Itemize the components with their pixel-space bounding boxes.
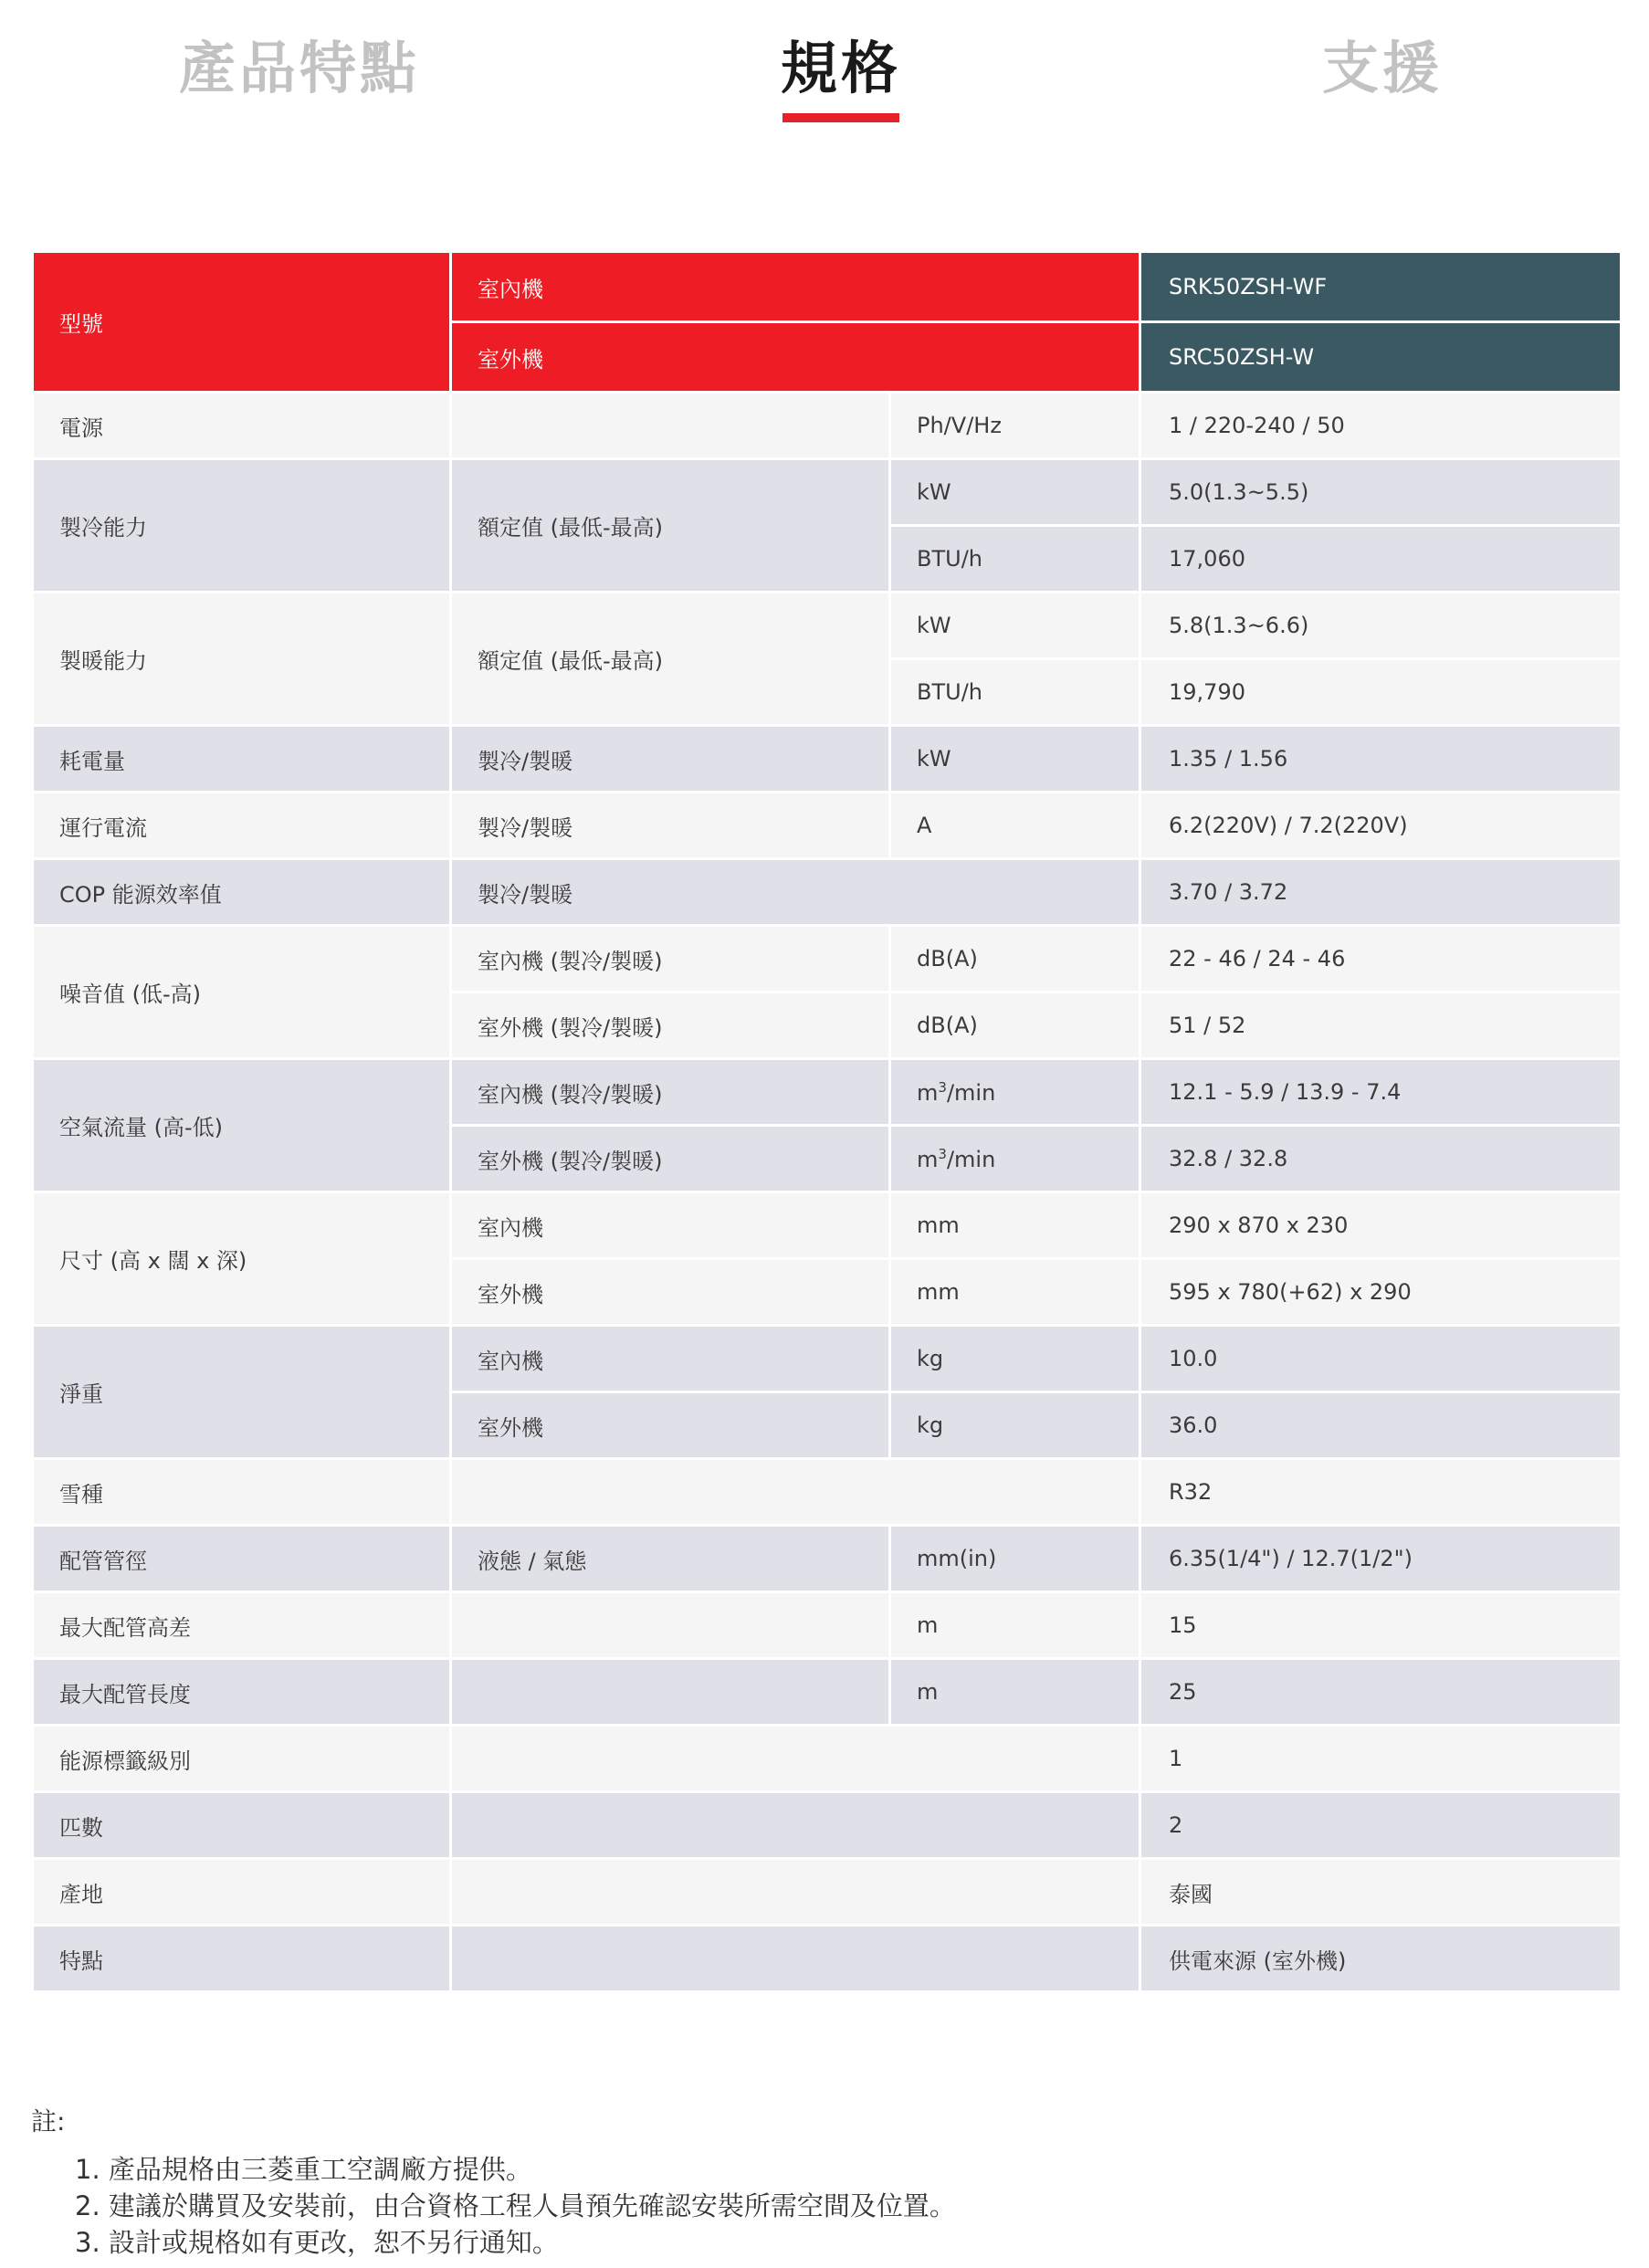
row-unit: kW <box>890 726 1140 793</box>
row-unit: dB(A) <box>890 926 1140 992</box>
row-sub: 室外機 (製冷/製暖) <box>451 992 890 1059</box>
table-row <box>33 1526 1622 1592</box>
indoor-model-number: SRK50ZSH-WF <box>1140 252 1622 322</box>
indoor-unit-header: 室內機 <box>451 252 1140 322</box>
notes-title: 註: <box>31 2106 66 2137</box>
note-item: 3. 設計或規格如有更改，恕不另行通知。 <box>75 2227 559 2258</box>
row-sub: 製冷/製暖 <box>451 793 890 859</box>
table-row <box>33 459 1622 526</box>
table-row <box>33 859 1622 926</box>
row-label: 淨重 <box>33 1326 451 1459</box>
row-sub <box>451 1592 890 1659</box>
table-row <box>33 1326 1622 1392</box>
row-value: 5.0(1.3~5.5) <box>1140 459 1622 526</box>
tab-specifications[interactable]: 規格 <box>781 35 902 101</box>
tab-support[interactable]: 支援 <box>1322 35 1444 101</box>
row-value: 36.0 <box>1140 1392 1622 1459</box>
row-value: 2 <box>1140 1792 1622 1859</box>
table-row <box>33 1659 1622 1726</box>
row-unit: kg <box>890 1392 1140 1459</box>
row-sub: 額定值 (最低-最高) <box>451 459 890 593</box>
row-label: 最大配管長度 <box>33 1659 451 1726</box>
row-value: 5.8(1.3~6.6) <box>1140 593 1622 659</box>
row-value: 22 - 46 / 24 - 46 <box>1140 926 1622 992</box>
row-value: 25 <box>1140 1659 1622 1726</box>
row-label: 製暖能力 <box>33 593 451 726</box>
row-sub: 室外機 (製冷/製暖) <box>451 1126 890 1192</box>
table-row <box>33 926 1622 992</box>
row-sub: 液態 / 氣態 <box>451 1526 890 1592</box>
row-unit: kW <box>890 459 1140 526</box>
row-value: 32.8 / 32.8 <box>1140 1126 1622 1192</box>
row-unit: mm <box>890 1192 1140 1259</box>
row-value: 290 x 870 x 230 <box>1140 1192 1622 1259</box>
row-label: 耗電量 <box>33 726 451 793</box>
row-value: 3.70 / 3.72 <box>1140 859 1622 926</box>
row-unit: m <box>890 1659 1140 1726</box>
row-sub <box>451 1659 890 1726</box>
table-row <box>33 1192 1622 1259</box>
row-label: 產地 <box>33 1859 451 1926</box>
row-sub: 室內機 (製冷/製暖) <box>451 1059 890 1126</box>
table-row <box>33 1459 1622 1526</box>
row-unit: dB(A) <box>890 992 1140 1059</box>
row-value: 1 / 220-240 / 50 <box>1140 393 1622 459</box>
row-label: 運行電流 <box>33 793 451 859</box>
row-value: 595 x 780(+62) x 290 <box>1140 1259 1622 1326</box>
row-label: 配管管徑 <box>33 1526 451 1592</box>
model-header: 型號 <box>33 252 451 393</box>
row-unit: m <box>890 1592 1140 1659</box>
row-unit: mm(in) <box>890 1526 1140 1592</box>
row-sub <box>451 1726 1140 1792</box>
notes-list <box>75 2151 956 2261</box>
row-value: 12.1 - 5.9 / 13.9 - 7.4 <box>1140 1059 1622 1126</box>
row-label: 電源 <box>33 393 451 459</box>
active-tab-indicator <box>782 113 899 122</box>
row-sub: 額定值 (最低-最高) <box>451 593 890 726</box>
row-value: R32 <box>1140 1459 1622 1526</box>
table-row <box>33 393 1622 459</box>
row-label: 尺寸 (高 x 闊 x 深) <box>33 1192 451 1326</box>
row-sub: 室外機 <box>451 1259 890 1326</box>
note-item: 1. 產品規格由三菱重工空調廠方提供。 <box>75 2154 532 2185</box>
row-value: 51 / 52 <box>1140 992 1622 1059</box>
table-row <box>33 1059 1622 1126</box>
row-value: 6.2(220V) / 7.2(220V) <box>1140 793 1622 859</box>
row-sub <box>451 1859 1140 1926</box>
row-unit: kW <box>890 593 1140 659</box>
row-label: COP 能源效率值 <box>33 859 451 926</box>
table-row <box>33 793 1622 859</box>
note-item: 2. 建議於購買及安裝前，由合資格工程人員預先確認安裝所需空間及位置。 <box>75 2190 956 2221</box>
row-sub: 室內機 (製冷/製暖) <box>451 926 890 992</box>
table-row <box>33 1792 1622 1859</box>
tab-bar <box>0 0 1649 128</box>
row-value: 泰國 <box>1140 1859 1622 1926</box>
table-row <box>33 252 1622 322</box>
row-value: 供電來源 (室外機) <box>1140 1926 1622 1992</box>
row-sub: 室外機 <box>451 1392 890 1459</box>
row-label: 製冷能力 <box>33 459 451 593</box>
tab-features[interactable]: 產品特點 <box>179 35 421 101</box>
row-label: 匹數 <box>33 1792 451 1859</box>
row-unit: $m^3/\min$ <box>890 1059 1140 1126</box>
row-unit: kg <box>890 1326 1140 1392</box>
row-unit: $m^3/\min$ <box>890 1126 1140 1192</box>
table-row <box>33 1592 1622 1659</box>
row-value: 19,790 <box>1140 659 1622 726</box>
row-value: 1 <box>1140 1726 1622 1792</box>
table-row <box>33 726 1622 793</box>
row-value: 6.35(1/4") / 12.7(1/2") <box>1140 1526 1622 1592</box>
row-sub: 製冷/製暖 <box>451 726 890 793</box>
row-unit: A <box>890 793 1140 859</box>
table-row <box>33 1859 1622 1926</box>
row-unit: BTU/h <box>890 659 1140 726</box>
outdoor-model-number: SRC50ZSH-W <box>1140 322 1622 393</box>
row-label: 特點 <box>33 1926 451 1992</box>
row-unit: BTU/h <box>890 526 1140 593</box>
row-sub <box>451 1459 1140 1526</box>
row-sub: 製冷/製暖 <box>451 859 1140 926</box>
row-sub <box>451 1926 1140 1992</box>
row-sub: 室內機 <box>451 1192 890 1259</box>
row-unit: mm <box>890 1259 1140 1326</box>
outdoor-unit-header: 室外機 <box>451 322 1140 393</box>
table-row <box>33 1726 1622 1792</box>
row-unit: Ph/V/Hz <box>890 393 1140 459</box>
row-value: 10.0 <box>1140 1326 1622 1392</box>
spec-table <box>31 250 1623 1993</box>
row-value: 1.35 / 1.56 <box>1140 726 1622 793</box>
row-sub: 室內機 <box>451 1326 890 1392</box>
row-label: 空氣流量 (高-低) <box>33 1059 451 1192</box>
row-label: 最大配管高差 <box>33 1592 451 1659</box>
row-value: 15 <box>1140 1592 1622 1659</box>
row-value: 17,060 <box>1140 526 1622 593</box>
row-label: 能源標籤級別 <box>33 1726 451 1792</box>
row-label: 雪種 <box>33 1459 451 1526</box>
table-row <box>33 593 1622 659</box>
row-sub <box>451 393 890 459</box>
row-label: 噪音值 (低-高) <box>33 926 451 1059</box>
table-row <box>33 1926 1622 1992</box>
row-sub <box>451 1792 1140 1859</box>
